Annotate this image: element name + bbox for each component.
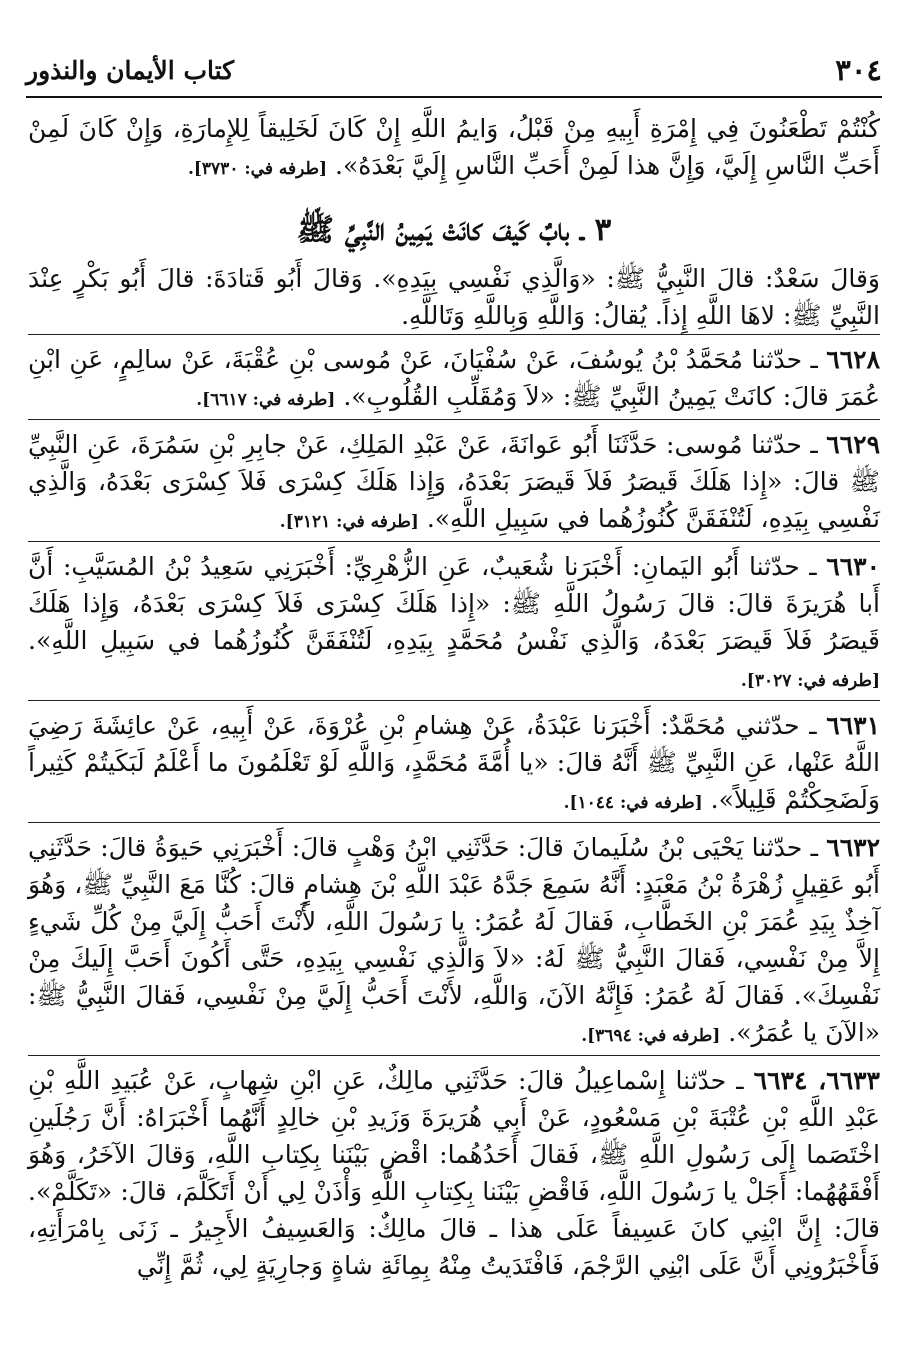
hadith-text: ـ حدّثنا مُوسى: حَدَّثَنَا أَبُو عَوانَةَ، عَنْ عَبْدِ المَلِكِ، عَنْ جابِرِ بْنِ سَمُرَةَ، عَنِ النَّبِيِّ ﷺ قالَ: «إِذا هَلَكَ قَيصَرُ فَلاَ قَيصَرَ بَعْدَهُ، وَإِذا هَلَكَ كِسْرَى فَلاَ كِسْرَى بَعْدَهُ، وَالَّذِي نَفْسِي بِيَدِهِ، لَتُنْفَقَنَّ كُنُوزُهُما في سَبِيلِ اللَّهِ». [28, 430, 880, 533]
hadith-tarf: [طرفه في: ٦٦١٧]. [196, 390, 336, 410]
hadith-number: ٦٦٣٢ [826, 833, 880, 862]
hadith-6633-6634 [28, 1055, 880, 1284]
hadith-number: ٦٦٢٨ [826, 345, 880, 374]
hadith-text: ـ حدّثنا أَبُو اليَمانِ: أَخْبَرَنا شُعَيبٌ، عَنِ الزُّهْرِيِّ: أَخْبَرَنِي سَعِيدُ بْنُ المُسَيَّبِ: أَنَّ أَبا هُرَيرَةَ قالَ: قالَ رَسُولُ اللَّهِ ﷺ: «إِذا هَلَكَ كِسْرَى فَلاَ كِسْرَى بَعْدَهُ، وَإِذا هَلَكَ قَيصَرُ فَلاَ قَيصَرَ بَعْدَهُ، وَالَّذِي نَفْسُ مُحَمَّدٍ بِيَدِهِ، لَتُنْفَقَنَّ كُنُوزُهُما في سَبِيلِ اللَّهِ». [28, 552, 880, 655]
hadith-6629 [28, 419, 880, 541]
intro-paragraph [28, 110, 880, 188]
hadith-tarf: [طرفه في: ١٠٤٤]. [563, 793, 703, 813]
hadith-tarf: [طرفه في: ٣٦٩٤]. [581, 1026, 721, 1046]
book-title: كتاب الأيمان والنذور [26, 55, 235, 85]
hadith-tarf: [طرفه في: ٣٠٢٧]. [740, 671, 880, 691]
page-header [26, 44, 882, 98]
hadith-number: ٦٦٣٠ [826, 552, 881, 581]
hadith-6630 [28, 541, 880, 700]
hadith-text: ـ حدّثني مُحَمَّدٌ: أَخْبَرَنا عَبْدَةُ، عَنْ هِشامِ بْنِ عُرْوَةَ، عَنْ أَبِيهِ، عَنْ عائِشَةَ رَضِيَ اللَّهُ عَنْها، عَنِ النَّبِيِّ ﷺ أَنَّهُ قالَ: «يا أُمَّةَ مُحَمَّدٍ، وَاللَّهِ لَوْ تَعْلَمُونَ ما أَعْلَمُ لَبَكَيتُمْ كَثِيراً وَلَضَحِكْتُمْ قَلِيلاً». [28, 711, 880, 814]
intro-text: كُنْتُمْ تَطْعَنُونَ فِي إِمْرَةِ أَبِيهِ مِنْ قَبْلُ، وَايمُ اللَّهِ إِنْ كَانَ لَخَلِيقاً لِلإِمارَةِ، وَإِنْ كَانَ لَمِنْ أَحَبِّ النَّاسِ إِلَيَّ، وَإِنَّ هذا لَمِنْ أَحَبِّ النَّاسِ إِلَيَّ بَعْدَهُ». [28, 114, 880, 180]
hadith-text: ـ حدّثنا إِسْماعِيلُ قالَ: حَدَّثَنِي مالِكٌ، عَنِ ابْنِ شِهابٍ، عَنْ عُبَيدِ اللَّهِ بْنِ عَبْدِ اللَّهِ بْنِ عُتْبَةَ بْنِ مَسْعُودٍ، عَنْ أَبِي هُرَيرَةَ وَزَيدِ بْنِ خالِدٍ أَنَّهُما أَخْبَرَاهُ: أَنَّ رَجُلَينِ اخْتَصَما إِلَى رَسُولِ اللَّهِ ﷺ، فَقالَ أَحَدُهُما: اقْضِ بَيْنَنا بِكِتابِ اللَّهِ، وَقالَ الآخَرُ، وَهُوَ أَفْقَهُهُما: أَجَلْ يا رَسُولَ اللَّهِ، فَاقْضِ بَيْنَنا بِكِتابِ اللَّهِ وَأْذَنْ لِي أَنْ أَتَكَلَّمَ، قالَ: «تَكَلَّمْ». قالَ: إِنَّ ابْنِي كانَ عَسِيفاً عَلَى هذا ـ قالَ مالِكٌ: وَالعَسِيفُ الأَجِيرُ ـ زَنَى بِامْرَأَتِهِ، فَأَخْبَرُونِي أَنَّ عَلَى ابْنِي الرَّجْمَ، فَافْتَدَيتُ مِنْهُ بِمِائَةِ شاةٍ وَجارِيَةٍ لِي، ثُمَّ إِنِّي [28, 1066, 880, 1280]
hadith-text: ـ حدّثنا مُحَمَّدُ بْنُ يُوسُفَ، عَنْ سُفْيَانَ، عَنْ مُوسى بْنِ عُقْبَةَ، عَنْ سالِمٍ، عَنِ ابْنِ عُمَرَ قالَ: كانَتْ يَمِينُ النَّبِيِّ ﷺ: «لاَ وَمُقَلِّبِ القُلُوبِ». [28, 345, 880, 411]
hadith-text: ـ حدّثنا يَحْيَى بْنُ سُلَيمانَ قالَ: حَدَّثَنِي ابْنُ وَهْبٍ قالَ: أَخْبَرَنِي حَيوَةُ قالَ: حَدَّثَنِي أَبُو عَقِيلٍ زُهْرَةُ بْنُ مَعْبَدٍ: أَنَّهُ سَمِعَ جَدَّهُ عَبْدَ اللَّهِ بْنَ هِشامٍ قالَ: كُنَّا مَعَ النَّبِيِّ ﷺ، وَهُوَ آخِذٌ بِيَدِ عُمَرَ بْنِ الخَطَّابِ، فَقالَ لَهُ عُمَرُ: يا رَسُولَ اللَّهِ، لأَنْتَ أَحَبُّ إِلَيَّ مِنْ كُلِّ شَيءٍ إِلاَّ مِنْ نَفْسِي، فَقالَ النَّبِيُّ ﷺ لَهُ: «لاَ وَالَّذِي نَفْسِي بِيَدِهِ، حَتَّى أَكُونَ أَحَبَّ إِلَيكَ مِنْ نَفْسِكَ». فَقالَ لَهُ عُمَرُ: فَإِنَّهُ الآنَ، وَاللَّهِ، لأَنْتَ أَحَبُّ إِلَيَّ مِنْ نَفْسِي، فَقالَ النَّبِيُّ ﷺ: «الآنَ يا عُمَرُ». [28, 833, 880, 1047]
hadith-6628 [28, 334, 880, 419]
hadith-number: ٦٦٢٩ [826, 430, 881, 459]
intro-tarf: [طرفه في: ٣٧٣٠]. [187, 159, 328, 179]
hadith-number: ٦٦٣٣، ٦٦٣٤ [753, 1066, 880, 1095]
hadith-6632 [28, 822, 880, 1055]
page-content [28, 110, 880, 1284]
hadith-tarf: [طرفه في: ٣١٢١]. [279, 512, 419, 532]
hadith-number: ٦٦٣١ [826, 711, 880, 740]
page-number: ٣٠٤ [835, 53, 882, 87]
chapter-heading: ٣ ـ بابٌ كَيفَ كانَتْ يَمِينُ النَّبِيِّ ﷺ [296, 212, 612, 248]
chapter-intro: وَقالَ سَعْدٌ: قالَ النَّبِيُّ ﷺ: «وَالَّذِي نَفْسِي بِيَدِهِ». وَقالَ أَبُو قَتادَةَ: قالَ أَبُو بَكْرٍ عِنْدَ النَّبِيِّ ﷺ: لاهَا اللَّهِ إِذاً. يُقالُ: وَاللَّهِ وَبِاللَّهِ وَتَاللَّهِ. [28, 264, 880, 330]
hadith-6631 [28, 700, 880, 822]
